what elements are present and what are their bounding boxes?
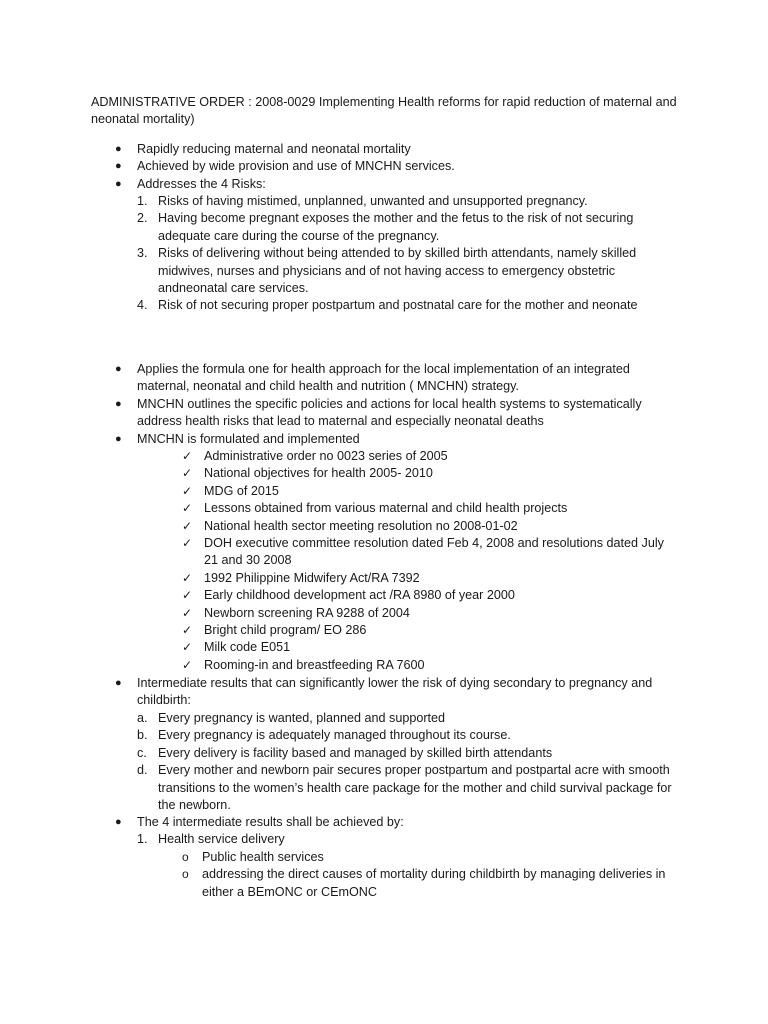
- list-item: 1. Risks of having mistimed, unplanned, unwanted and unsupported pregnancy.: [0, 193, 768, 210]
- mnchn-bullet-list: [0, 361, 768, 448]
- list-item: ✓ National objectives for health 2005- 2010: [0, 465, 768, 482]
- check-icon: ✓: [182, 449, 193, 463]
- list-item: 1. Health service delivery: [0, 831, 768, 848]
- check-icon: ✓: [182, 657, 193, 672]
- list-number: 3.: [137, 246, 148, 261]
- list-item: ✓ Milk code E051: [0, 639, 768, 656]
- circle-bullet-icon: o: [182, 850, 189, 864]
- list-number: 4.: [137, 298, 148, 313]
- list-item: b. Every pregnancy is adequately managed throughout its course.: [0, 727, 768, 744]
- list-letter: d.: [137, 763, 148, 778]
- list-item: ✓ Lessons obtained from various maternal and child health projects: [0, 500, 768, 517]
- intermediate-results-list: [0, 710, 768, 814]
- list-number: 1.: [137, 194, 148, 208]
- bullet-icon: ●: [115, 363, 122, 375]
- achieved-bullet-list: [0, 814, 768, 831]
- sub-means-list: [0, 849, 768, 901]
- intro-bullet-list: [0, 141, 768, 193]
- check-icon: ✓: [182, 588, 193, 603]
- list-item: ● Achieved by wide provision and use of MNCHN services.: [0, 158, 768, 175]
- list-item: c. Every delivery is facility based and managed by skilled birth attendants: [0, 745, 768, 762]
- bullet-icon: ●: [115, 432, 122, 445]
- list-letter: b.: [137, 728, 148, 743]
- list-item: ✓ Early childhood development act /RA 8980 of year 2000: [0, 587, 768, 604]
- circle-bullet-icon: o: [182, 867, 189, 882]
- list-item: ✓ 1992 Philippine Midwifery Act/RA 7392: [0, 570, 768, 587]
- list-item: 2. Having become pregnant exposes the mother and the fetus to the risk of not securing adequate care during the course of the pregnancy.: [137, 211, 634, 243]
- list-item: a. Every pregnancy is wanted, planned and supported: [0, 710, 768, 727]
- list-item: ● Rapidly reducing maternal and neonatal mortality: [0, 141, 768, 158]
- document-title: ADMINISTRATIVE ORDER : 2008-0029 Implementing Health reforms for rapid reduction of maternal and neonatal mortality): [91, 95, 677, 127]
- intermediate-bullet-list: [0, 675, 768, 710]
- list-item: ● MNCHN outlines the specific policies and actions for local health systems to systematically address health risks that lead to maternal and especially neonatal deaths: [115, 396, 642, 429]
- bullet-icon: ●: [115, 677, 122, 689]
- bullet-icon: ●: [115, 177, 122, 190]
- bullet-icon: ●: [115, 143, 122, 155]
- list-item: ✓ National health sector meeting resolution no 2008-01-02: [0, 518, 768, 535]
- list-item: ✓ DOH executive committee resolution dated Feb 4, 2008 and resolutions dated July 21 and 30 2008: [182, 536, 664, 568]
- check-icon: ✓: [182, 570, 193, 585]
- list-item: ✓ Administrative order no 0023 series of 2005: [0, 448, 768, 465]
- list-item: ● Addresses the 4 Risks:: [0, 176, 768, 193]
- bullet-icon: ●: [115, 397, 122, 410]
- list-item: ● The 4 intermediate results shall be achieved by:: [0, 814, 768, 831]
- list-item: 4. Risk of not securing proper postpartum and postnatal care for the mother and neonate: [0, 297, 768, 314]
- list-item: 3. Risks of delivering without being attended to by skilled birth attendants, namely skilled midwives, nurses and physicians and of not having access to emergency obstetric andneonatal care services.: [137, 246, 637, 296]
- list-item: ✓ Bright child program/ EO 286: [0, 622, 768, 639]
- list-item: ● Applies the formula one for health approach for the local implementation of an integrated maternal, neonatal and child health and nutrition ( MNCHN) strategy.: [115, 362, 630, 394]
- risks-list: [0, 193, 768, 315]
- list-item: d. Every mother and newborn pair secures proper postpartum and postpartal acre with smooth transitions to the women’s health care package for the mother and child survival package for the newborn.: [137, 763, 672, 813]
- list-item: ✓ Rooming-in and breastfeeding RA 7600: [0, 657, 768, 674]
- check-icon: ✓: [182, 483, 193, 498]
- list-item: ● MNCHN is formulated and implemented: [0, 431, 768, 448]
- means-list: [0, 831, 768, 848]
- list-letter: c.: [137, 745, 147, 760]
- check-icon: ✓: [182, 501, 193, 516]
- list-item: ● Intermediate results that can significantly lower the risk of dying secondary to pregnancy and childbirth:: [115, 676, 653, 708]
- check-icon: ✓: [182, 466, 193, 481]
- bullet-icon: ●: [115, 160, 122, 173]
- list-item: o Public health services: [0, 849, 768, 866]
- list-number: 2.: [137, 211, 148, 226]
- check-icon: ✓: [182, 605, 193, 620]
- list-item: ✓ Newborn screening RA 9288 of 2004: [0, 605, 768, 622]
- check-icon: ✓: [182, 640, 193, 655]
- list-letter: a.: [137, 711, 148, 725]
- list-item: ✓ MDG of 2015: [0, 483, 768, 500]
- list-item: o addressing the direct causes of mortality during childbirth by managing deliveries in either a BEmONC or CEmONC: [182, 867, 666, 899]
- check-icon: ✓: [182, 518, 193, 533]
- check-icon: ✓: [182, 623, 193, 638]
- legal-bases-checklist: [0, 448, 768, 674]
- bullet-icon: ●: [115, 816, 122, 828]
- list-number: 1.: [137, 832, 148, 846]
- check-icon: ✓: [182, 536, 193, 551]
